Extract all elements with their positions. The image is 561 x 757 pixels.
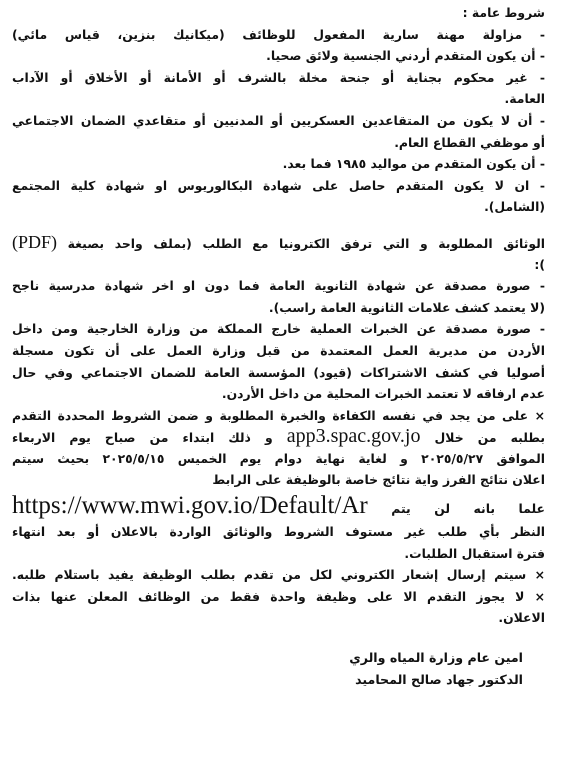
signature-title: امين عام وزارة المياه والري <box>349 650 523 666</box>
condition-line: (الشامل). <box>484 199 545 215</box>
general-conditions-section <box>12 2 545 218</box>
application-line: الموافق ٢٠٢٥/٥/٢٧ و لغاية نهاية دوام يوم الخميس ٢٠٢٥/٥/١٥ بحيث سيتم <box>12 450 545 466</box>
document-line: - صورة مصدقة عن شهادة الثانوية العامة فما دون او اخر شهادة مدرسية ناجح <box>12 278 545 294</box>
condition-line: - أن لا يكون من المتقاعدين العسكريين أو المدنيين أو متقاعدي الضمان الاجتماعي <box>12 112 545 128</box>
required-documents-heading-tail: ): <box>534 256 545 272</box>
application-line: × على من يجد في نفسه الكفاءة والخبرة المطلوبة و ضمن الشروط المحددة التقدم <box>12 407 545 423</box>
application-line: × لا يجوز التقدم الا على وظيفة واحدة فقط من الوظائف المعلن عنها بذات <box>12 588 545 604</box>
pdf-format-label: (PDF) <box>12 231 58 252</box>
application-line-text: علما بانه لن يتم <box>391 501 545 517</box>
document-line: (لا يعتمد كشف علامات الثانوية العامة راسب). <box>268 299 545 315</box>
application-line <box>12 491 545 521</box>
general-conditions-heading: شروط عامة : <box>462 5 545 20</box>
document-line: - صورة مصدقة عن الخبرات العملية خارج المملكة من وزارة الخارجية ومن داخل <box>12 321 545 337</box>
application-line: اعلان نتائج الفرز واية نتائج خاصة بالوظيفة على الرابط <box>212 472 545 488</box>
condition-line: - أن يكون المتقدم أردني الجنسية ولائق صحيا. <box>266 48 545 64</box>
application-line: فترة استقبال الطلبات. <box>404 545 545 561</box>
required-documents-heading <box>12 232 545 254</box>
application-line: النظر بأي طلب غير مستوف الشروط والوثائق الواردة بالاعلان أو بعد انتهاء <box>12 524 545 540</box>
document-line: عدم ارفاقه لا تعتمد الخبرات المحلية من داخل الأردن. <box>221 386 545 402</box>
application-line <box>12 426 545 448</box>
application-line: × سيتم إرسال إشعار الكتروني لكل من تقدم بطلب الوظيفة يفيد باستلام طلبه. <box>12 567 545 583</box>
condition-line: العامة. <box>504 91 545 107</box>
condition-line: - مزاولة مهنة سارية المفعول للوظائف (ميكانيك بنزين، قياس مائي) <box>12 26 545 42</box>
document-line: أصوليا في كشف الاشتراكات (قيود) المؤسسة العامة للضمان الاجتماعي وفي حال <box>12 364 545 380</box>
application-line: الاعلان. <box>498 610 545 626</box>
condition-line: - ان لا يكون المتقدم حاصل على شهادة البكالوريوس او شهادة كلية المجتمع <box>12 177 545 193</box>
application-line-text: بطلبه من خلال <box>434 430 545 446</box>
signature-name: الدكتور جهاد صالح المحاميد <box>355 671 523 687</box>
required-documents-section <box>12 232 545 405</box>
condition-line: - أن يكون المتقدم من مواليد ١٩٨٥ فما بعد. <box>282 156 545 172</box>
signature-block <box>12 647 545 690</box>
application-section <box>12 405 545 629</box>
results-url-link[interactable]: https://www.mwi.gov.io/Default/Ar <box>12 492 368 520</box>
application-line-text: و ذلك ابتداء من صباح يوم الاربعاء <box>12 430 273 446</box>
required-documents-heading-text: الوثائق المطلوبة و التي ترفق الكترونيا مع الطلب (بملف واحد بصيغة <box>67 235 545 251</box>
apply-url-link[interactable]: app3.spac.gov.jo <box>286 426 421 448</box>
condition-line: - غير محكوم بجناية أو جنحة مخلة بالشرف أو الأمانة أو الأخلاق أو الآداب <box>12 69 545 85</box>
condition-line: أو موظفي القطاع العام. <box>394 134 545 150</box>
document-line: الأردن من مديرية العمل المعتمدة من قبل وزارة العمل على أن تكون مسجلة <box>12 342 545 358</box>
